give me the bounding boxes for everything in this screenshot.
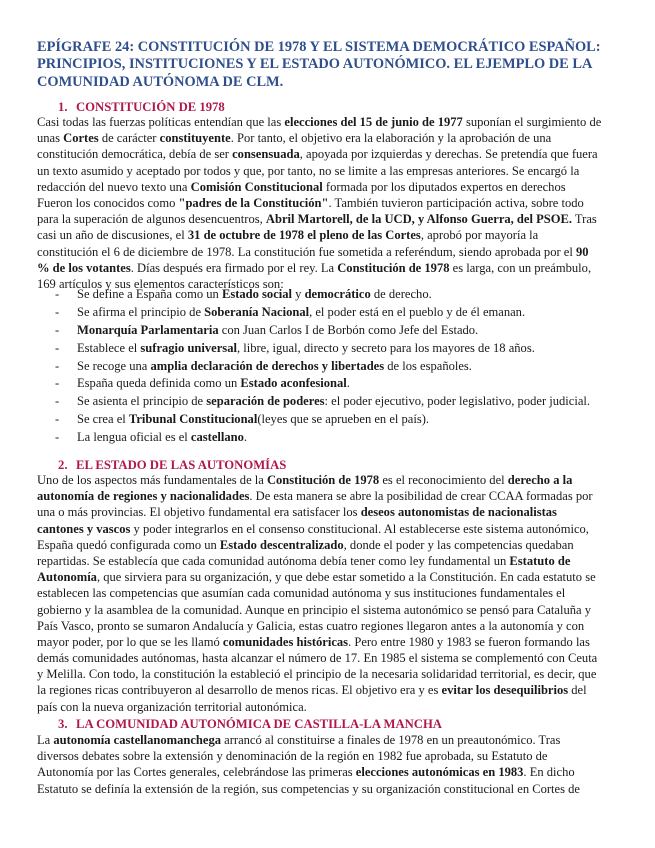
text-run: una o más provincias. El objetivo fundamental era satisfacer los	[37, 505, 361, 520]
list-marker: -	[55, 430, 60, 445]
text-run: País Vasco, pronto se sumaron Andalucía y Galicia, estas cuatro regiones llegaron antes a la autonomía y con	[37, 618, 585, 633]
text-run: la regiones ricas contribuyeron al desarrollo de menos ricas. El objetivo era y es	[37, 683, 442, 698]
section-2-paragraph	[37, 472, 627, 715]
bold-run: constituyente	[159, 131, 231, 146]
text-run: Se recoge una	[77, 358, 151, 373]
text-run: , donde el poder y las competencias quedaban	[343, 537, 574, 552]
bold-run: Constitución de 1978	[266, 473, 380, 487]
text-line	[37, 553, 627, 569]
list-item-text	[77, 375, 350, 393]
list-item-text	[77, 286, 432, 304]
list-item	[55, 411, 625, 429]
text-line	[37, 211, 627, 227]
text-run: repartidas. Se establecía que cada comunidad autónoma debía tener como ley fundamental un	[37, 553, 510, 568]
text-run: Se crea el	[77, 412, 129, 427]
list-item-text	[77, 304, 525, 322]
text-run: y poder integrarlos en el consenso constitucional. Al establecerse este sistema autonómico,	[130, 521, 589, 536]
bold-run: deseos autonomistas de nacionalistas	[360, 505, 557, 520]
text-run: Se define a España como un	[77, 287, 222, 301]
section-2-heading	[58, 457, 286, 473]
text-run: España queda definida como un	[77, 376, 241, 391]
section-number: 2.	[58, 458, 68, 472]
bold-run: Monarquía Parlamentaria	[77, 322, 219, 337]
text-run: Casi todas las fuerzas políticas entendían que las	[37, 115, 285, 129]
bold-run: Autonomía	[37, 570, 97, 585]
section-3-heading	[58, 716, 442, 732]
section-title: CONSTITUCIÓN DE 1978	[76, 100, 225, 114]
text-line	[37, 488, 627, 504]
text-line	[37, 748, 627, 764]
bold-run: separación de poderes	[206, 394, 325, 409]
list-marker: -	[55, 394, 60, 409]
text-line	[37, 781, 627, 797]
list-item	[55, 340, 625, 358]
text-line	[37, 602, 627, 618]
bold-run: autonomía de regiones y nacionalidades	[37, 489, 250, 504]
text-run: Uno de los aspectos más fundamentales de la	[37, 473, 267, 487]
text-run: Se afirma el principio de	[77, 304, 205, 319]
text-run: : el poder ejecutivo, poder legislativo, poder judicial.	[324, 394, 591, 409]
text-run: es el reconocimiento del	[379, 473, 508, 487]
list-marker: -	[55, 358, 60, 373]
title-line: EPÍGRAFE 24: CONSTITUCIÓN DE 1978 Y EL SISTEMA DEMOCRÁTICO ESPAÑOL:	[37, 39, 601, 55]
section-3-paragraph	[37, 732, 627, 797]
bold-run: Tribunal Constitucional	[128, 412, 258, 427]
bold-run: autonomía castellanomanchega	[53, 733, 222, 747]
text-line	[37, 634, 627, 650]
bold-run: Soberanía Nacional	[204, 304, 310, 319]
text-run: , aprobó por mayoría la	[420, 228, 539, 243]
text-line	[37, 472, 627, 488]
text-run: Tras	[572, 212, 597, 227]
text-run: Estatuto se definía la extensión de la región, sus competencias y su organización constitucional en Cortes de	[37, 781, 580, 796]
bold-run: Cortes	[63, 131, 99, 146]
text-line	[37, 618, 627, 634]
text-run: . De esta manera se abre la posibilidad de crear CCAA formadas por	[249, 489, 593, 504]
text-line	[37, 504, 627, 520]
bold-run: Estatuto de	[509, 553, 571, 568]
text-run: , apoyada por izquierdas y derechas. Se pretendía que fuera	[299, 147, 598, 162]
text-run: suponían el surgimiento de	[462, 115, 602, 129]
list-marker: -	[55, 304, 60, 319]
text-run: redacción del nuevo texto una	[37, 179, 191, 194]
list-item-text	[77, 429, 247, 447]
section-number: 3.	[58, 717, 68, 731]
list-item	[55, 358, 625, 376]
document-title	[37, 39, 627, 91]
text-run: La lengua oficial es el	[77, 430, 191, 445]
text-line	[37, 163, 627, 179]
text-run: unas	[37, 131, 64, 146]
text-run: arrancó al constituirse a finales de 1978 en un preautonómico. Tras	[221, 733, 561, 747]
text-run: mayor poder, por lo que se les llamó	[37, 634, 223, 649]
text-line	[37, 244, 627, 260]
list-marker: -	[55, 287, 60, 301]
section-1-list	[55, 286, 625, 447]
bold-run: elecciones del 15 de junio de 1977	[284, 115, 463, 129]
list-item	[55, 375, 625, 393]
text-line	[37, 650, 627, 666]
text-run: para la superación de algunos desencuentros,	[37, 212, 266, 227]
text-line	[37, 682, 627, 698]
text-run: . Pero entre 1980 y 1983 se fueron formando las	[348, 634, 590, 649]
list-marker: -	[55, 322, 60, 337]
text-run: .	[243, 430, 248, 445]
bold-run: 31 de octubre de 1978 el pleno de las Cortes	[187, 228, 421, 243]
text-run: Autonomía por las Cortes generales, celebrándose las primeras	[37, 765, 356, 780]
bold-run: elecciones autonómicas en 1983	[355, 765, 524, 780]
bold-run: Estado descentralizado	[219, 537, 344, 552]
bold-run: sufragio universal	[140, 340, 237, 355]
section-title: EL ESTADO DE LAS AUTONOMÍAS	[76, 458, 287, 472]
text-run: Fueron los conocidos como	[37, 195, 179, 210]
bold-run: consensuada	[232, 147, 300, 162]
bold-run: Comisión Constitucional	[190, 179, 323, 194]
list-item	[55, 429, 625, 447]
text-run: diversos debates sobre la extensión y denominación de la región en 1982 fue aprobada, su Estatuto de	[37, 749, 548, 764]
text-run: (leyes que se aprueben en el país).	[257, 412, 430, 427]
text-line	[37, 764, 627, 780]
list-marker: -	[55, 412, 60, 427]
text-run: del	[568, 683, 587, 698]
list-marker: -	[55, 340, 60, 355]
text-run: casi un año de discusiones, el	[37, 228, 188, 243]
text-run: de derecho.	[370, 287, 432, 301]
list-item	[55, 286, 625, 304]
bold-run: Estado aconfesional	[240, 376, 347, 391]
text-run: , el poder está en el pueblo y de él emanan.	[309, 304, 526, 319]
title-line: PRINCIPIOS, INSTITUCIONES Y EL ESTADO AUTONÓMICO. EL EJEMPLO DE LA	[37, 56, 593, 73]
text-run: . Por tanto, el objetivo era la elaboración y la aprobación de una	[230, 131, 552, 146]
text-run: un texto asumido y aceptado por todos y que, por tanto, no se limite a las empresas anteriores. Se encargó la	[37, 163, 580, 178]
text-run: formada por los diputados expertos en derechos	[322, 179, 566, 194]
text-line	[37, 585, 627, 601]
title-line: COMUNIDAD AUTÓNOMA DE CLM.	[37, 73, 284, 90]
text-run: es larga, con un preámbulo,	[449, 260, 592, 275]
bold-run: "padres de la Constitución"	[178, 195, 329, 210]
list-item-text	[77, 322, 478, 340]
text-run: La	[37, 733, 54, 747]
list-item-text	[77, 411, 429, 429]
text-run: . Días después era firmado por el rey. La	[130, 260, 338, 275]
text-line	[37, 114, 627, 130]
text-run: Establece el	[77, 340, 141, 355]
bold-run: % de los votantes	[37, 260, 131, 275]
text-line	[37, 732, 627, 748]
text-run: .	[346, 376, 350, 391]
section-1-heading	[58, 99, 225, 115]
list-item	[55, 304, 625, 322]
text-line	[37, 227, 627, 243]
text-run: país con la nueva organización territorial autonómica.	[37, 699, 307, 714]
bold-run: evitar los desequilibrios	[441, 683, 569, 698]
list-item-text	[77, 358, 472, 376]
text-run: , que sirviera para su organización, y que debe estar sometido a la Constitución. En cada estatuto se	[96, 570, 596, 585]
list-item-text	[77, 393, 590, 411]
text-run: 169 artículos y sus elementos característicos son:	[37, 276, 284, 291]
bold-run: cantones y vascos	[37, 521, 131, 536]
bold-run: Abril Martorell, de la UCD, y Alfonso Guerra, del PSOE.	[265, 212, 573, 227]
text-run: de los españoles.	[384, 358, 472, 373]
text-run: , libre, igual, directo y secreto para los mayores de 18 años.	[236, 340, 535, 355]
bold-run: democrático	[304, 287, 371, 301]
text-line	[37, 195, 627, 211]
bold-run: Estado social	[221, 287, 293, 301]
text-line	[37, 521, 627, 537]
bold-run: derecho a la	[507, 473, 573, 487]
text-run: y Melilla. Con todo, la constitución la estableció el principio de la necesaria solidaridad territorial, es decir, que	[37, 667, 597, 682]
text-line	[37, 260, 627, 276]
text-run: Se asienta el principio de	[77, 394, 207, 409]
text-run: constitución el 6 de diciembre de 1978. La constitución fue sometida a referéndum, siendo aprobada por el	[37, 244, 576, 259]
bold-run: amplia declaración de derechos y libertades	[150, 358, 385, 373]
text-line	[37, 179, 627, 195]
text-run: establecen las competencias que asumían cada comunidad autónoma y sus instituciones fundamentales el	[37, 586, 566, 601]
text-run: . En dicho	[523, 765, 575, 780]
section-1-paragraph	[37, 114, 627, 292]
text-line	[37, 537, 627, 553]
text-run: demás comunidades autónomas, hasta alcanzar el número de 17. En 1985 el sistema se complementó con Ceuta	[37, 651, 598, 666]
section-number: 1.	[58, 100, 68, 114]
bold-run: 90	[576, 244, 589, 259]
text-line	[37, 130, 627, 146]
text-run: y	[292, 287, 305, 301]
section-title: LA COMUNIDAD AUTONÓMICA DE CASTILLA-LA MANCHA	[76, 717, 442, 731]
list-item	[55, 322, 625, 340]
bold-run: Constitución de 1978	[337, 260, 450, 275]
list-item	[55, 393, 625, 411]
text-line	[37, 569, 627, 585]
bold-run: castellano	[190, 430, 244, 445]
list-item-text	[77, 340, 535, 358]
list-marker: -	[55, 376, 60, 391]
text-run: de carácter	[98, 131, 160, 146]
text-line	[37, 666, 627, 682]
text-run: . También tuvieron participación activa, sobre todo	[328, 195, 584, 210]
text-run: gobierno y la asamblea de la comunidad. Aunque en principio el sistema autonómico se pensó para Cataluña y	[37, 602, 591, 617]
text-run: con Juan Carlos I de Borbón como Jefe del Estado.	[218, 322, 479, 337]
text-run: España quedó configurada como un	[37, 537, 220, 552]
text-line	[37, 146, 627, 162]
bold-run: comunidades históricas	[222, 634, 349, 649]
text-line	[37, 699, 627, 715]
text-run: constitución democrática, debía de ser	[37, 147, 233, 162]
